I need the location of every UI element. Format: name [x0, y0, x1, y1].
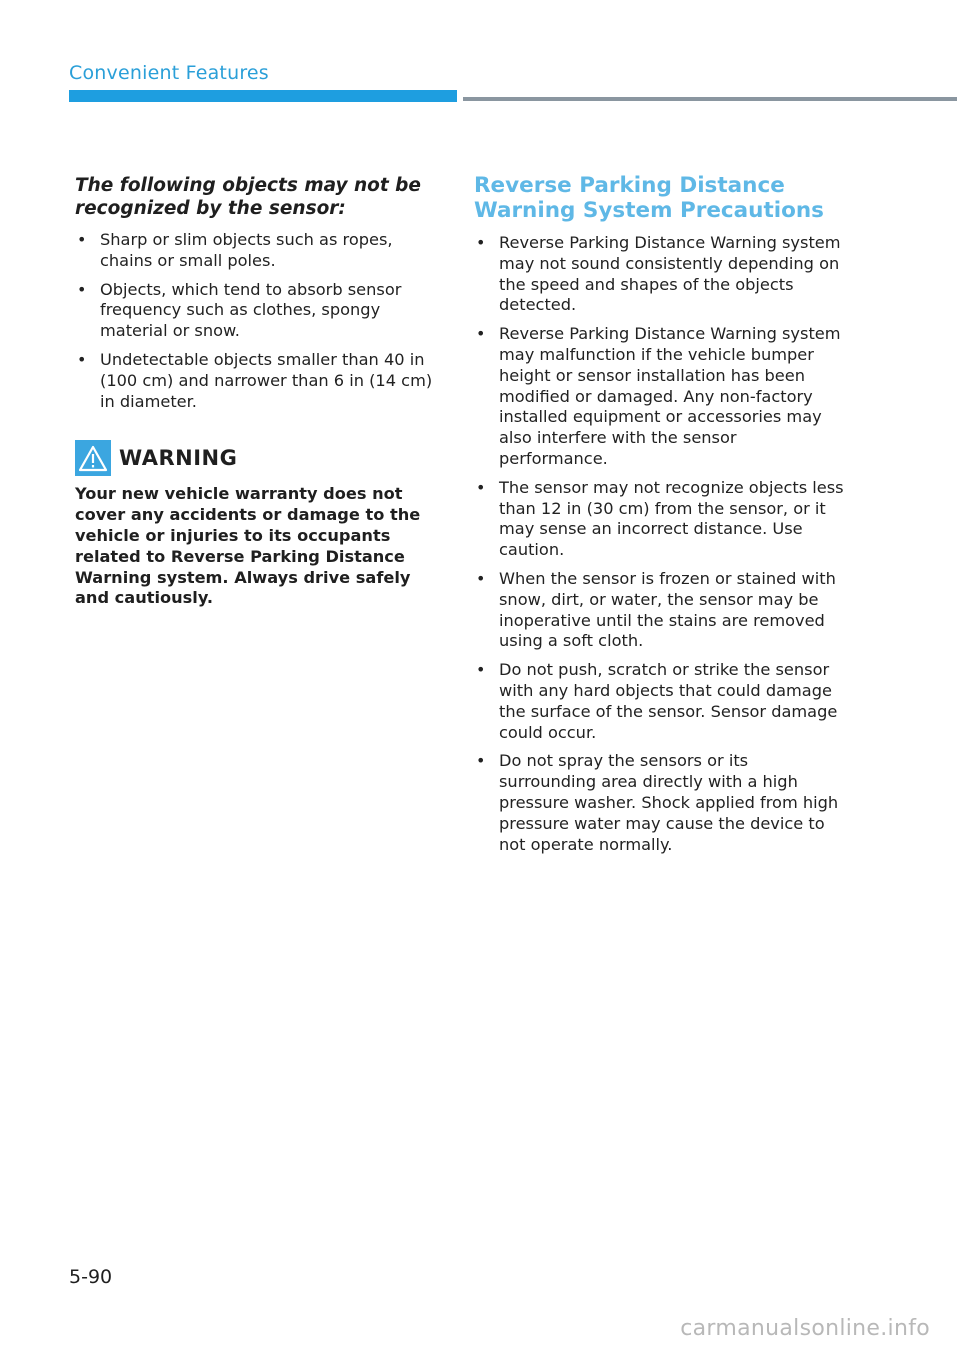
- precautions-list: [474, 233, 844, 855]
- header-bar-accent: [69, 90, 457, 102]
- objects-list: [75, 230, 440, 412]
- list-item-text: Do not push, scratch or strike the sensor with any hard objects that could damage the surface of the sensor. Sensor damage could occur.: [499, 660, 838, 742]
- list-item: [474, 233, 844, 316]
- right-column: [474, 174, 844, 863]
- list-item: [474, 569, 844, 652]
- list-item-text: Reverse Parking Distance Warning system may malfunction if the vehicle bumper height or sensor installation has been modified or damaged. Any non-factory installed equipment or accessories may also interfere with the sensor performance.: [499, 324, 841, 468]
- list-item-text: Do not spray the sensors or its surrounding area directly with a high pressure washer. Shock applied from high pressure water may cause the device to not operate normally.: [499, 751, 839, 854]
- section-title: Reverse Parking Distance Warning System Precautions: [474, 173, 824, 223]
- list-item: [75, 350, 440, 412]
- list-item: [474, 324, 844, 470]
- warning-label: WARNING: [119, 446, 238, 471]
- bullet-icon: •: [476, 751, 486, 771]
- list-item: [75, 230, 440, 272]
- warning-heading: [75, 440, 440, 476]
- bullet-icon: •: [476, 568, 486, 588]
- warning-triangle-icon: [75, 440, 111, 476]
- list-item-text: The sensor may not recognize objects less than 12 in (30 cm) from the sensor, or it may sense an incorrect distance. Use caution.: [499, 477, 844, 560]
- list-item-text: Undetectable objects smaller than 40 in (100 cm) and narrower than 6 in (14 cm) in diameter.: [100, 349, 433, 411]
- chapter-title: Convenient Features: [69, 62, 269, 84]
- warning-box: [75, 440, 440, 609]
- bullet-icon: •: [476, 324, 486, 344]
- list-item-text: Objects, which tend to absorb sensor frequency such as clothes, spongy material or snow.: [100, 279, 402, 341]
- list-item: [75, 280, 440, 342]
- warning-text: Your new vehicle warranty does not cover any accidents or damage to the vehicle or injuries to its occupants related to Reverse Parking Distance Warning system. Always drive safely and cautiously.: [75, 484, 421, 608]
- bullet-icon: •: [476, 477, 486, 497]
- bullet-icon: •: [476, 233, 486, 252]
- bullet-icon: •: [77, 279, 87, 299]
- page-number: 5-90: [69, 1266, 113, 1288]
- objects-subheading: The following objects may not be recognized by the sensor:: [75, 175, 421, 219]
- list-item-text: Sharp or slim objects such as ropes, chains or small poles.: [100, 230, 393, 270]
- header-bar-divider: [463, 97, 957, 101]
- list-item-text: Reverse Parking Distance Warning system may not sound consistently depending on the speed and shapes of the objects detected.: [499, 233, 841, 315]
- list-item: [474, 478, 844, 561]
- left-column: [75, 174, 440, 609]
- list-item: [474, 751, 844, 855]
- watermark[interactable]: carmanualsonline.info: [680, 1316, 930, 1341]
- bullet-icon: •: [476, 660, 486, 680]
- bullet-icon: •: [77, 349, 87, 369]
- list-item-text: When the sensor is frozen or stained with snow, dirt, or water, the sensor may be inoperative until the stains are removed using a soft cloth.: [499, 568, 836, 651]
- list-item: [474, 660, 844, 743]
- bullet-icon: •: [77, 230, 87, 249]
